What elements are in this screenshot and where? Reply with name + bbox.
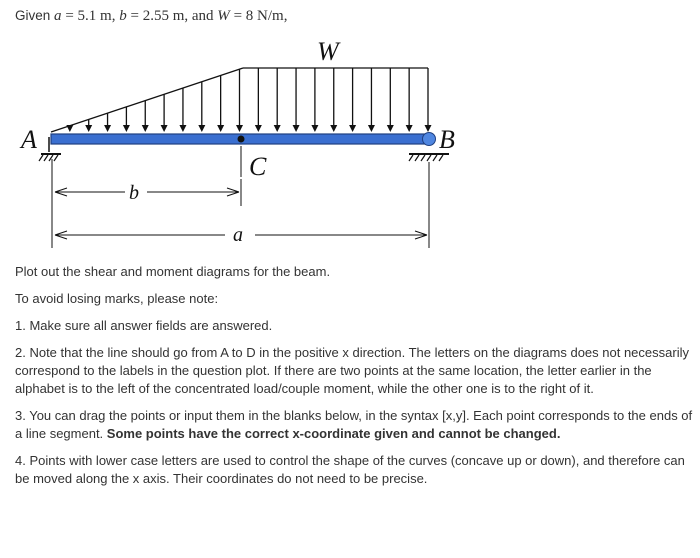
load-arrows xyxy=(66,68,431,132)
dimension-a-label: a xyxy=(233,224,243,246)
load-arrow-head xyxy=(425,125,432,132)
load-arrow-head xyxy=(179,125,186,132)
load-arrow-head xyxy=(406,125,413,132)
beam-figure xyxy=(15,34,475,256)
instructions-intro: Plot out the shear and moment diagrams for the beam. xyxy=(15,264,331,279)
load-arrow-head xyxy=(142,125,149,132)
point-c-dot xyxy=(238,136,245,143)
load-label: W xyxy=(317,37,339,66)
instructions-item-3-bold: Some points have the correct x-coordinate given and cannot be changed. xyxy=(106,426,561,441)
support-b-label: B xyxy=(439,125,455,154)
instructions-item-1: 1. Make sure all answer fields are answered. xyxy=(15,318,273,333)
load-arrow-head xyxy=(85,125,92,132)
support-a-label: A xyxy=(21,125,37,154)
load-arrow-head xyxy=(104,125,111,132)
instructions-item-2: 2. Note that the line should go from A to D in the positive x direction. The letters on the diagrams does not necessarily correspond to the labels in the question plot. If there are two points at the same location, the letter earlier in the alphabet is to the left of the concentrated load/couple moment, while the other one is to the right of it. xyxy=(15,345,689,396)
given-b-value: = 2.55 m, and xyxy=(130,8,214,24)
given-a-symbol: a xyxy=(54,8,62,24)
instructions-note-header: To avoid losing marks, please note: xyxy=(15,291,219,306)
beam-diagram xyxy=(15,34,475,256)
instructions-item-3-text: 3. You can drag the points or input them in the blanks below, in the syntax [x,y]. Each point corresponds to the ends of a line segment. xyxy=(15,408,693,441)
load-arrow-head xyxy=(236,125,243,132)
given-prefix: Given xyxy=(15,8,51,23)
load-arrow-head xyxy=(217,125,224,132)
given-w-value: = 8 N/m, xyxy=(233,8,288,24)
load-arrow-head xyxy=(161,125,168,132)
point-c-label: C xyxy=(249,152,267,181)
given-b-symbol: b xyxy=(119,8,127,24)
load-arrow-head xyxy=(349,125,356,132)
load-arrow-head xyxy=(255,125,262,132)
load-arrow-head xyxy=(274,125,281,132)
instructions-item-3 xyxy=(15,407,695,443)
load-arrow-head xyxy=(293,125,300,132)
given-a-value: = 5.1 m, xyxy=(65,8,116,24)
load-arrow-head xyxy=(330,125,337,132)
given-w-symbol: W xyxy=(217,8,230,24)
dimension-b-label: b xyxy=(129,182,139,204)
instructions xyxy=(15,263,695,488)
load-arrow-head xyxy=(387,125,394,132)
given-statement xyxy=(15,8,287,25)
load-arrow-head xyxy=(368,125,375,132)
load-arrow-head xyxy=(123,125,130,132)
instructions-item-4: 4. Points with lower case letters are used to control the shape of the curves (concave up or down), and therefore can be moved along the x axis. Their coordinates do not need to be precise. xyxy=(15,453,685,486)
load-arrow-head xyxy=(66,125,73,132)
load-arrow-head xyxy=(311,125,318,132)
load-arrow-head xyxy=(198,125,205,132)
